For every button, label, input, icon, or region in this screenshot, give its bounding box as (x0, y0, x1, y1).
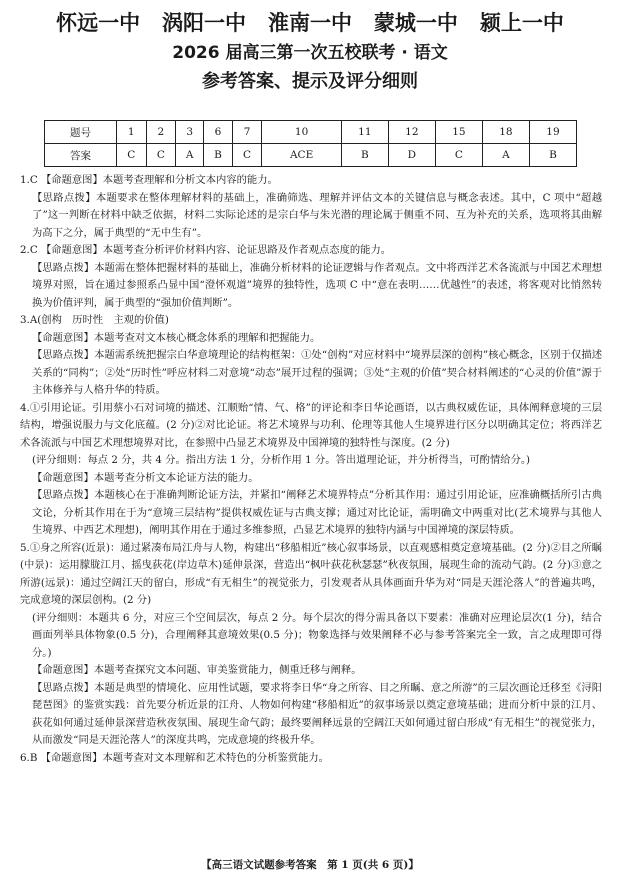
document-subtitle: 参考答案、提示及评分细则 (202, 71, 418, 92)
answer-4-intent: 【命题意图】本题考查分析文本论证方法的能力。 (32, 471, 259, 484)
answer-2-analysis: 【思路点拨】本题需在整体把握材料的基础上，准确分析材料的论证逻辑与作者观点。文中将西洋艺术各流派与中国艺术理想境界对照，旨在通过参照系凸显中国“澄怀观道”境界的独特性，选项 C 中“意在表明……优越性”的表述，将客观对比悄然转换为价值评判，属于典型的“强加价值判断”。 (32, 261, 602, 309)
answer-6-heading: 6.B 【命题意图】本题考查对文本理解和艺术特色的分析鉴赏能力。 (20, 751, 329, 764)
answer-cell: ACE (262, 144, 341, 167)
page-footer: 【高三语文试题参考答案 第 1 页(共 6 页)】 (201, 859, 419, 871)
answer-4-heading: 4.①引用论证。引用蔡小石对词境的描述、江顺贻“情、气、格”的评论和李日华论画语，以古典权威佐证，具体阐释意境的三层结构，增强说服力与文化底蕴。(2 分)②对比论证。将艺术境界与功利、伦理等其他人生境界进行区分以明确其定位；将西洋艺术各流派与中国艺术理想境界对比，在参照中凸显艺术境界及中国禅境的独特性与深度。(2 分) (20, 401, 602, 449)
answer-cell: C (232, 144, 262, 167)
answer-1-analysis: 【思路点拨】本题要求在整体理解材料的基础上，准确筛选、理解并评估文本的关键信息与概念表述。其中，C 项中“超越了”这一判断在材料中缺乏依据，材料二实际论述的是宗白华与朱光潜的理论属于侧重不同、互为补充的关系，选项将其曲解为高下之分，属于典型的“无中生有”。 (32, 191, 602, 239)
question-cell: 18 (482, 121, 529, 144)
question-cell: 15 (435, 121, 482, 144)
question-cell: 6 (204, 121, 233, 144)
answer-cell: B (204, 144, 233, 167)
answer-3-intent: 【命题意图】本题考查对文本核心概念体系的理解和把握能力。 (32, 331, 321, 344)
question-cell: 1 (116, 121, 146, 144)
row-label: 答案 (45, 144, 117, 167)
answer-cell: C (146, 144, 176, 167)
exam-title: 2026 届高三第一次五校联考 · 语文 (172, 43, 448, 63)
answer-4-analysis: 【思路点拨】本题核心在于准确判断论证方法，并紧扣“阐释艺术境界特点”分析其作用：通过引用论证，应准确概括所引古典文论，分析其作用在于为“意境三层结构”提供权威佐证与古典支撑；通过对比论证，需明确文中两重对比(艺术境界与其他人生境界、中西艺术理想)，阐明其作用在于通过多维参照，凸显艺术境界的独特内涵与中国禅境的深层特质。 (32, 489, 602, 536)
answer-5-scoring: (评分细则：本题共 6 分，对应三个空间层次，每点 2 分。每个层次的得分需具备以下要素：准确对应理论层次(1 分)，结合画面列举具体物象(0.5 分)，合理阐释其意境效果(0.5 分)；物象选择与效果阐释不必与参考答案完全一致，言之成理即可得分。) (32, 611, 602, 659)
answer-5-heading: 5.①身之所容(近景)：通过紧凑布局江舟与人物，构建出“移船相近”核心叙事场景，以直观感相奠定意境基础。(2 分)②目之所瞩(中景)：运用朦胧江月、摇曳荻花(岸边草木)延伸景深，营造出“枫叶荻花秋瑟瑟”秋夜氛围，展现生命的流动气韵。(2 分)③意之所游(远景)：通过空阔江天的留白，形成“有无相生”的视觉张力，引发观者从具体画面升华为对“同是天涯沦落人”的普遍共鸣，完成意境的深层创构。(2 分) (20, 541, 602, 606)
answer-5-analysis: 【思路点拨】本题是典型的情境化、应用性试题，要求将李日华“身之所容、目之所瞩、意之所游”的三层次画论迁移至《浔阳琵琶图》的鉴赏实践：首先要分析近景的江舟、人物如何构建“移船相近”的叙事场景以奠定意境基础；进而分析中景的江月、荻花如何通过延伸景深营造秋夜氛围、展现生命气韵；最终要阐释远景的空阔江天如何通过留白形成“有无相生”的视觉张力，从而激发“同是天涯沦落人”的深度共鸣，完成意境的终极升华。 (32, 681, 602, 746)
answer-cell: A (176, 144, 204, 167)
answer-cell: D (388, 144, 435, 167)
answer-cell: B (529, 144, 576, 167)
question-cell: 19 (529, 121, 576, 144)
answer-cell: B (341, 144, 388, 167)
answer-cell: A (482, 144, 529, 167)
question-cell: 10 (262, 121, 341, 144)
answer-explanations (20, 172, 602, 767)
question-cell: 2 (146, 121, 176, 144)
row-label: 题号 (45, 121, 117, 144)
answer-3-analysis: 【思路点拨】本题需系统把握宗白华意境理论的结构框架：①处“创构”对应材料中“境界层深的创构”核心概念，区别于仅描述关系的“同构”；②处“历时性”呼应材料二对意境“动态”展开过程的强调；③处“主观的价值”契合材料阐述的“心灵的价值”源于主体修养与人格升华的特质。 (32, 349, 602, 396)
answer-table (44, 120, 577, 167)
question-number-row (45, 121, 577, 144)
question-cell: 11 (341, 121, 388, 144)
answer-5-intent: 【命题意图】本题考查探究文本问题、审美鉴赏能力，侧重迁移与阐释。 (32, 664, 362, 676)
answer-4-scoring: (评分细则：每点 2 分，共 4 分。指出方法 1 分，分析作用 1 分。答出道理论证，并分析得当，可酌情给分。) (32, 454, 531, 466)
answer-3-heading: 3.A(创构 历时性 主观的价值) (20, 314, 169, 326)
question-cell: 12 (388, 121, 435, 144)
answer-cell: C (435, 144, 482, 167)
school-names: 怀远一中 涡阳一中 淮南一中 蒙城一中 颍上一中 (56, 11, 564, 35)
answer-cell: C (116, 144, 146, 167)
answer-2-heading: 2.C 【命题意图】本题考查分析评价材料内容、论证思路及作者观点态度的能力。 (20, 244, 392, 256)
question-cell: 7 (232, 121, 262, 144)
answer-1-heading: 1.C 【命题意图】本题考查理解和分析文本内容的能力。 (20, 174, 278, 186)
answer-row (45, 144, 577, 167)
question-cell: 3 (176, 121, 204, 144)
